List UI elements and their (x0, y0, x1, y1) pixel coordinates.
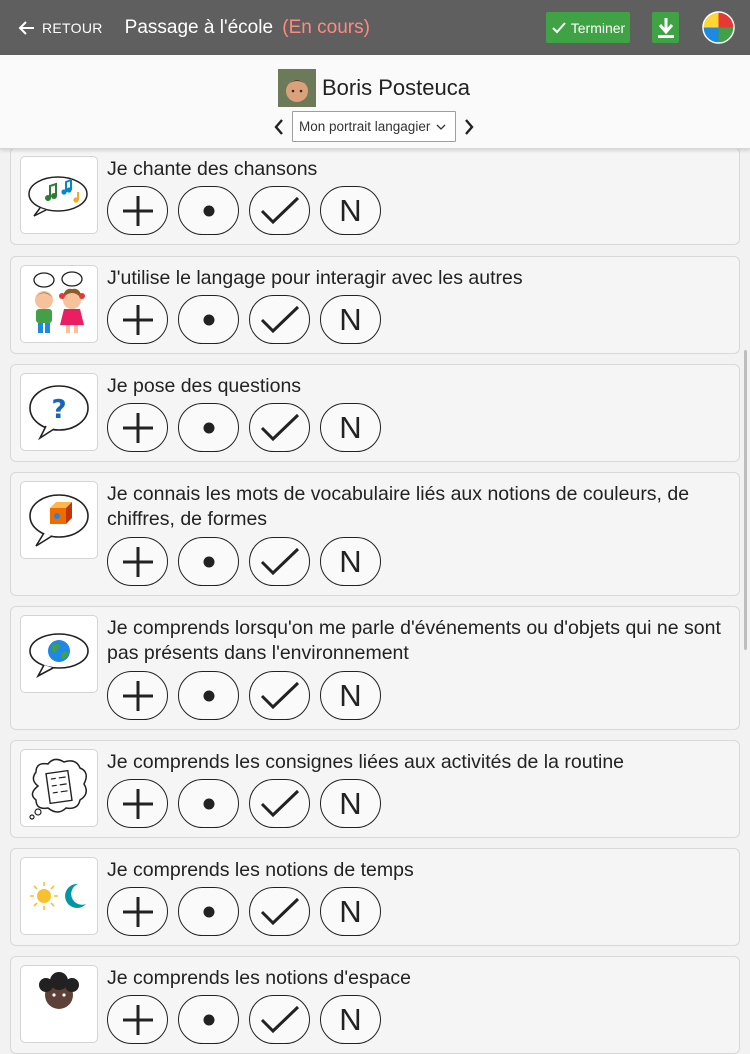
svg-text:?: ? (51, 395, 67, 425)
rating-buttons (107, 537, 391, 586)
status-text: (En cours) (282, 16, 370, 38)
rating-check-button[interactable] (249, 995, 310, 1044)
checklist-cloud-icon (26, 756, 92, 820)
skill-label: Je comprends les consignes liées aux activités de la routine (107, 751, 625, 773)
rating-n-label: N (339, 893, 362, 929)
music-notes-bubble-icon (26, 170, 92, 220)
plus-icon (121, 545, 155, 579)
check-icon (260, 789, 300, 819)
rating-dot-button[interactable] (178, 671, 239, 720)
rating-dot-button[interactable] (178, 537, 239, 586)
scrollbar[interactable] (744, 350, 747, 650)
plus-icon (121, 303, 155, 337)
rating-n-button[interactable] (320, 537, 381, 586)
rating-n-button[interactable] (320, 671, 381, 720)
rating-buttons (107, 403, 391, 452)
plus-icon (121, 895, 155, 929)
rating-buttons (107, 779, 391, 828)
rating-plus-button[interactable] (107, 537, 168, 586)
rating-n-button[interactable] (320, 995, 381, 1044)
rating-buttons (107, 995, 391, 1044)
rating-n-button[interactable] (320, 295, 381, 344)
download-button[interactable] (652, 12, 679, 43)
rating-n-button[interactable] (320, 186, 381, 235)
rating-dot-button[interactable] (178, 295, 239, 344)
skill-card (10, 848, 740, 946)
portrait-select-value: Mon portrait langagier (299, 119, 431, 134)
skill-card (10, 740, 740, 838)
rating-buttons (107, 671, 391, 720)
dot-icon (202, 555, 216, 569)
skill-card (10, 606, 740, 730)
rating-check-button[interactable] (249, 186, 310, 235)
rating-plus-button[interactable] (107, 887, 168, 936)
rating-dot-button[interactable] (178, 186, 239, 235)
dot-icon (202, 313, 216, 327)
rating-plus-button[interactable] (107, 403, 168, 452)
dot-icon (202, 204, 216, 218)
rating-dot-button[interactable] (178, 403, 239, 452)
rating-plus-button[interactable] (107, 295, 168, 344)
arrow-left-icon (18, 19, 36, 37)
rating-n-label: N (339, 677, 362, 713)
skill-card (10, 364, 740, 462)
dot-icon (202, 797, 216, 811)
app-logo-icon[interactable] (702, 11, 735, 44)
page-title (125, 17, 370, 39)
chevron-left-icon (273, 118, 285, 136)
chevron-right-icon (463, 118, 475, 136)
rating-dot-button[interactable] (178, 887, 239, 936)
rating-n-button[interactable] (320, 887, 381, 936)
skill-label: Je comprends les notions de temps (107, 859, 414, 881)
child-icon (26, 969, 92, 1039)
check-icon (260, 196, 300, 226)
finish-label: Terminer (570, 19, 626, 36)
check-icon (551, 20, 566, 35)
rating-n-label: N (339, 543, 362, 579)
plus-icon (121, 787, 155, 821)
dot-icon (202, 421, 216, 435)
skill-label: Je chante des chansons (107, 158, 318, 180)
rating-n-label: N (339, 192, 362, 228)
check-icon (260, 1005, 300, 1035)
globe-bubble-icon (26, 629, 92, 679)
rating-plus-button[interactable] (107, 779, 168, 828)
skill-thumbnail (20, 749, 98, 827)
skill-card (10, 472, 740, 596)
dot-icon (202, 689, 216, 703)
child-name: Boris Posteuca (322, 75, 470, 100)
rating-check-button[interactable] (249, 779, 310, 828)
previous-portrait-button[interactable] (272, 117, 286, 137)
check-icon (260, 547, 300, 577)
back-label: RETOUR (42, 19, 103, 36)
child-header (0, 55, 750, 149)
shapes-bubble-icon (26, 490, 92, 550)
next-portrait-button[interactable] (462, 117, 476, 137)
skill-card (10, 147, 740, 245)
portrait-select[interactable] (292, 111, 456, 142)
rating-dot-button[interactable] (178, 779, 239, 828)
check-icon (260, 681, 300, 711)
skill-label: Je pose des questions (107, 375, 302, 397)
rating-check-button[interactable] (249, 295, 310, 344)
sun-moon-icon (26, 876, 92, 916)
rating-plus-button[interactable] (107, 186, 168, 235)
finish-button[interactable] (546, 12, 630, 43)
rating-check-button[interactable] (249, 671, 310, 720)
rating-n-button[interactable] (320, 779, 381, 828)
skill-card (10, 956, 740, 1054)
download-icon (656, 16, 676, 40)
dot-icon (202, 905, 216, 919)
rating-plus-button[interactable] (107, 995, 168, 1044)
rating-check-button[interactable] (249, 537, 310, 586)
avatar (278, 69, 316, 107)
rating-buttons (107, 186, 391, 235)
rating-buttons (107, 295, 391, 344)
dot-icon (202, 1013, 216, 1027)
app-bar (0, 0, 750, 55)
skill-label: J'utilise le langage pour interagir avec les autres (107, 267, 523, 289)
skill-thumbnail (20, 481, 98, 559)
skill-thumbnail (20, 857, 98, 935)
skill-thumbnail (20, 373, 98, 451)
check-icon (260, 413, 300, 443)
rating-n-label: N (339, 301, 362, 337)
skill-label: Je comprends lorsqu'on me parle d'événements ou d'objets qui ne sont pas présents dans l'environnement (107, 617, 721, 664)
check-icon (260, 897, 300, 927)
talking-children-icon (24, 269, 94, 339)
plus-icon (121, 679, 155, 713)
plus-icon (121, 1003, 155, 1037)
rating-dot-button[interactable] (178, 995, 239, 1044)
rating-n-label: N (339, 409, 362, 445)
rating-n-button[interactable] (320, 403, 381, 452)
skill-label: Je comprends les notions d'espace (107, 967, 411, 989)
back-button[interactable] (18, 19, 103, 37)
check-icon (260, 305, 300, 335)
skill-label: Je connais les mots de vocabulaire liés aux notions de couleurs, de chiffres, de formes (107, 483, 690, 530)
skill-card (10, 256, 740, 354)
rating-check-button[interactable] (249, 887, 310, 936)
rating-check-button[interactable] (249, 403, 310, 452)
rating-n-label: N (339, 1001, 362, 1037)
skill-thumbnail (20, 965, 98, 1043)
skill-thumbnail (20, 615, 98, 693)
plus-icon (121, 194, 155, 228)
skill-thumbnail (20, 265, 98, 343)
rating-plus-button[interactable] (107, 671, 168, 720)
skills-list[interactable] (0, 149, 750, 1037)
portrait-selector-row (272, 111, 476, 142)
child-info (278, 69, 470, 107)
plus-icon (121, 411, 155, 445)
question-bubble-icon (26, 382, 92, 442)
rating-buttons (107, 887, 391, 936)
skill-thumbnail (20, 156, 98, 234)
chevron-down-icon (436, 122, 446, 132)
rating-n-label: N (339, 785, 362, 821)
title-text: Passage à l'école (124, 16, 274, 38)
